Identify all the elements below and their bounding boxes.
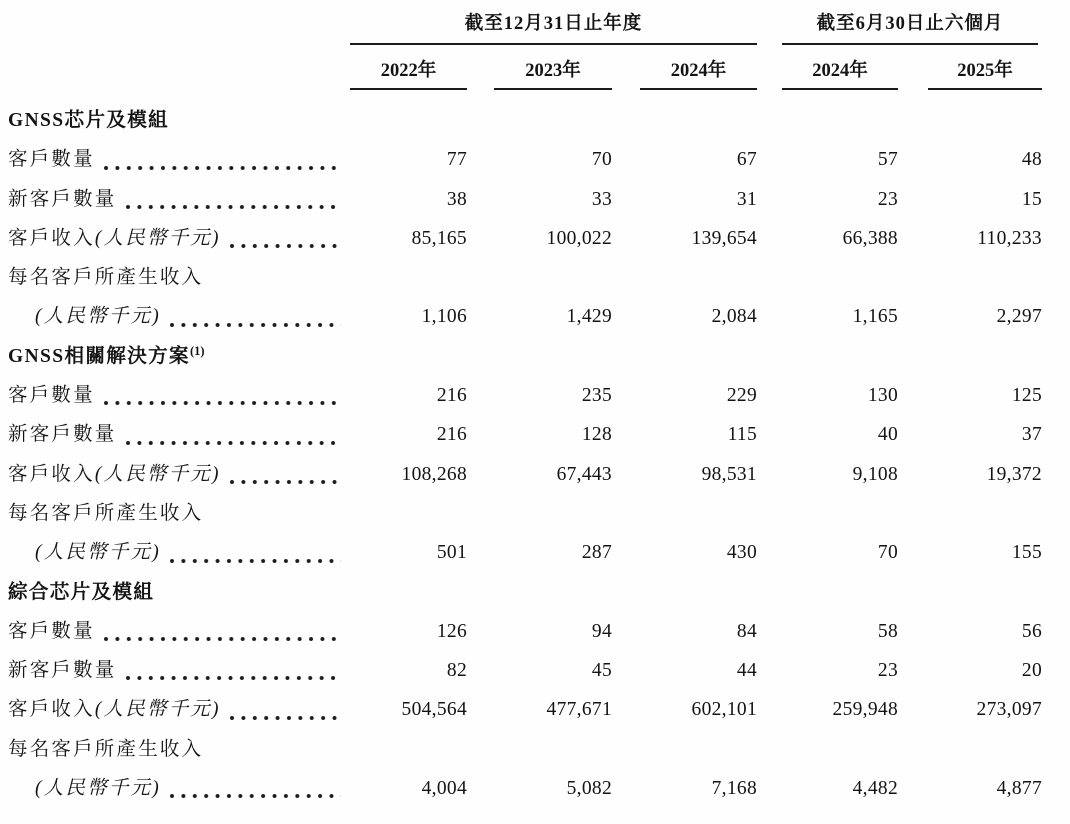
row-label: 新客戶數量 [8,660,117,682]
value-cell: 4,877 [996,778,1042,800]
period-group-label: 截至12月31日止年度 [464,14,643,34]
header-spacer [8,59,350,90]
section-title-row [8,573,1070,612]
header-spacer [8,12,350,45]
dot-leader [230,480,341,484]
row-label-cell [8,219,350,258]
row-label-cell [8,612,350,651]
value-cell [898,730,1042,769]
row-label: 客戶收入 [8,227,95,249]
value-cell: 20 [1021,660,1042,682]
value-cell: 57 [877,149,898,171]
section-title-row [8,101,1070,140]
value-cell: 2,297 [996,306,1042,328]
value-cell: 38 [446,188,467,210]
row-label-italic: (人民幣千元) [94,227,221,249]
column-group-interim [757,12,1042,45]
table-row [8,494,1070,533]
row-label: 客戶收入 [8,463,95,485]
value-cell: 45 [591,660,612,682]
row-label: 客戶數量 [8,385,95,407]
value-cell: 19,372 [986,463,1042,485]
table-row [8,258,1070,297]
value-cell: 235 [581,385,612,407]
value-cell [467,730,612,769]
value-cell: 44 [736,660,757,682]
row-label-cell [8,690,350,729]
value-cell: 126 [436,620,467,642]
value-cell: 216 [436,424,467,446]
value-cell: 31 [736,188,757,210]
value-cell: 67 [736,149,757,171]
value-cell: 48 [1021,149,1042,171]
row-label: 客戶數量 [8,149,95,171]
table-row [8,180,1070,219]
dot-leader [104,637,341,641]
value-cell: 1,106 [421,306,467,328]
row-label-cell [8,651,350,690]
value-cell: 82 [446,660,467,682]
table-row [8,297,1070,336]
section-title-text: GNSS相關解決方案 [8,345,190,367]
value-cell [467,258,612,297]
value-cell [757,730,898,769]
row-label-cell [8,180,350,219]
table-body [8,101,1070,808]
period-header-row [8,12,1070,45]
row-label-italic: (人民幣千元) [35,306,161,328]
row-label-cell [8,140,350,179]
row-label: 客戶收入 [8,699,95,721]
value-cell: 100,022 [546,227,612,249]
value-cell [350,494,467,533]
value-cell [612,258,757,297]
value-cell: 115 [727,424,757,446]
value-cell: 602,101 [691,699,757,721]
value-cell [757,258,898,297]
column-group-annual [350,12,757,45]
value-cell: 70 [877,542,898,564]
value-cell: 110,233 [977,227,1042,249]
dot-leader [170,559,341,563]
footnote-marker: (1) [189,343,205,358]
row-label-italic: (人民幣千元) [35,542,161,564]
dot-leader [126,441,341,445]
value-cell: 40 [877,424,898,446]
value-cell: 287 [581,542,612,564]
row-label-cell [8,415,350,454]
year-header-cell [612,59,757,90]
table-row [8,730,1070,769]
section-title [8,101,1042,140]
value-cell [467,494,612,533]
value-cell [350,258,467,297]
year-header-cell [898,59,1042,90]
row-label: 每名客戶所產生收入 [8,738,204,760]
value-cell [757,494,898,533]
value-cell [898,494,1042,533]
value-cell: 67,443 [556,463,612,485]
table-row [8,415,1070,454]
row-label-italic: (人民幣千元) [94,699,221,721]
year-header-row [8,59,1070,90]
row-label-cell [8,494,350,533]
table-row [8,769,1070,808]
table-row [8,455,1070,494]
value-cell: 130 [867,385,898,407]
value-cell: 1,165 [852,306,898,328]
year-header-cell [350,59,467,90]
year-header-label: 2025年 [928,59,1042,90]
value-cell: 37 [1021,424,1042,446]
value-cell: 259,948 [832,699,898,721]
dot-leader [126,676,341,680]
value-cell: 430 [726,542,757,564]
value-cell: 66,388 [842,227,898,249]
value-cell: 94 [591,620,612,642]
value-cell: 477,671 [546,699,612,721]
year-header-cell [757,59,898,90]
row-label-cell [8,258,350,297]
dot-leader [104,401,341,405]
value-cell: 1,429 [566,306,612,328]
section-title-row [8,337,1070,376]
row-label-cell [8,376,350,415]
value-cell: 5,082 [566,778,612,800]
row-label-cell [8,297,350,336]
value-cell: 70 [591,149,612,171]
row-label-italic: (人民幣千元) [35,778,161,800]
year-header-label: 2023年 [494,59,612,90]
year-header-label: 2024年 [640,59,757,90]
value-cell: 108,268 [401,463,467,485]
value-cell [612,494,757,533]
dot-leader [170,794,341,798]
value-cell: 33 [591,188,612,210]
value-cell: 58 [877,620,898,642]
value-cell: 4,482 [852,778,898,800]
value-cell: 15 [1021,188,1042,210]
value-cell: 216 [436,385,467,407]
value-cell: 125 [1011,385,1042,407]
value-cell: 501 [436,542,467,564]
year-header-label: 2022年 [350,59,467,90]
row-label: 客戶數量 [8,620,95,642]
row-label: 新客戶數量 [8,188,117,210]
row-label: 每名客戶所產生收入 [8,502,204,524]
value-cell: 4,004 [421,778,467,800]
row-label-cell [8,769,350,808]
value-cell: 84 [736,620,757,642]
value-cell [612,730,757,769]
dot-leader [104,166,341,170]
dot-leader [170,323,341,327]
period-group-label: 截至6月30日止六個月 [816,14,1004,34]
row-label-cell [8,730,350,769]
value-cell: 7,168 [711,778,757,800]
row-label-cell [8,455,350,494]
year-header-label: 2024年 [782,59,898,90]
value-cell: 139,654 [691,227,757,249]
value-cell: 504,564 [401,699,467,721]
section-title-text: 綜合芯片及模組 [8,581,155,603]
column-group-interim-rule [782,12,1038,45]
value-cell: 155 [1011,542,1042,564]
value-cell: 273,097 [976,699,1042,721]
row-label: 每名客戶所產生收入 [8,267,204,289]
value-cell: 98,531 [701,463,757,485]
section-title-text: GNSS芯片及模組 [8,110,170,131]
dot-leader [230,716,341,720]
table-row [8,140,1070,179]
value-cell: 77 [446,149,467,171]
year-header-cell [467,59,612,90]
row-label-cell [8,533,350,572]
value-cell [898,258,1042,297]
dot-leader [230,244,341,248]
value-cell: 85,165 [411,227,467,249]
table-row [8,651,1070,690]
table-row [8,690,1070,729]
value-cell: 229 [726,385,757,407]
section-title [8,337,1042,376]
row-label-italic: (人民幣千元) [94,463,221,485]
value-cell: 9,108 [852,463,898,485]
value-cell: 23 [877,660,898,682]
table-row [8,533,1070,572]
table-row [8,612,1070,651]
value-cell: 2,084 [711,306,757,328]
row-label: 新客戶數量 [8,424,117,446]
table-row [8,219,1070,258]
value-cell: 56 [1021,620,1042,642]
table-row [8,376,1070,415]
section-title [8,573,1042,612]
dot-leader [126,205,341,209]
value-cell: 23 [877,188,898,210]
value-cell [350,730,467,769]
column-group-annual-rule [350,12,757,45]
value-cell: 128 [581,424,612,446]
